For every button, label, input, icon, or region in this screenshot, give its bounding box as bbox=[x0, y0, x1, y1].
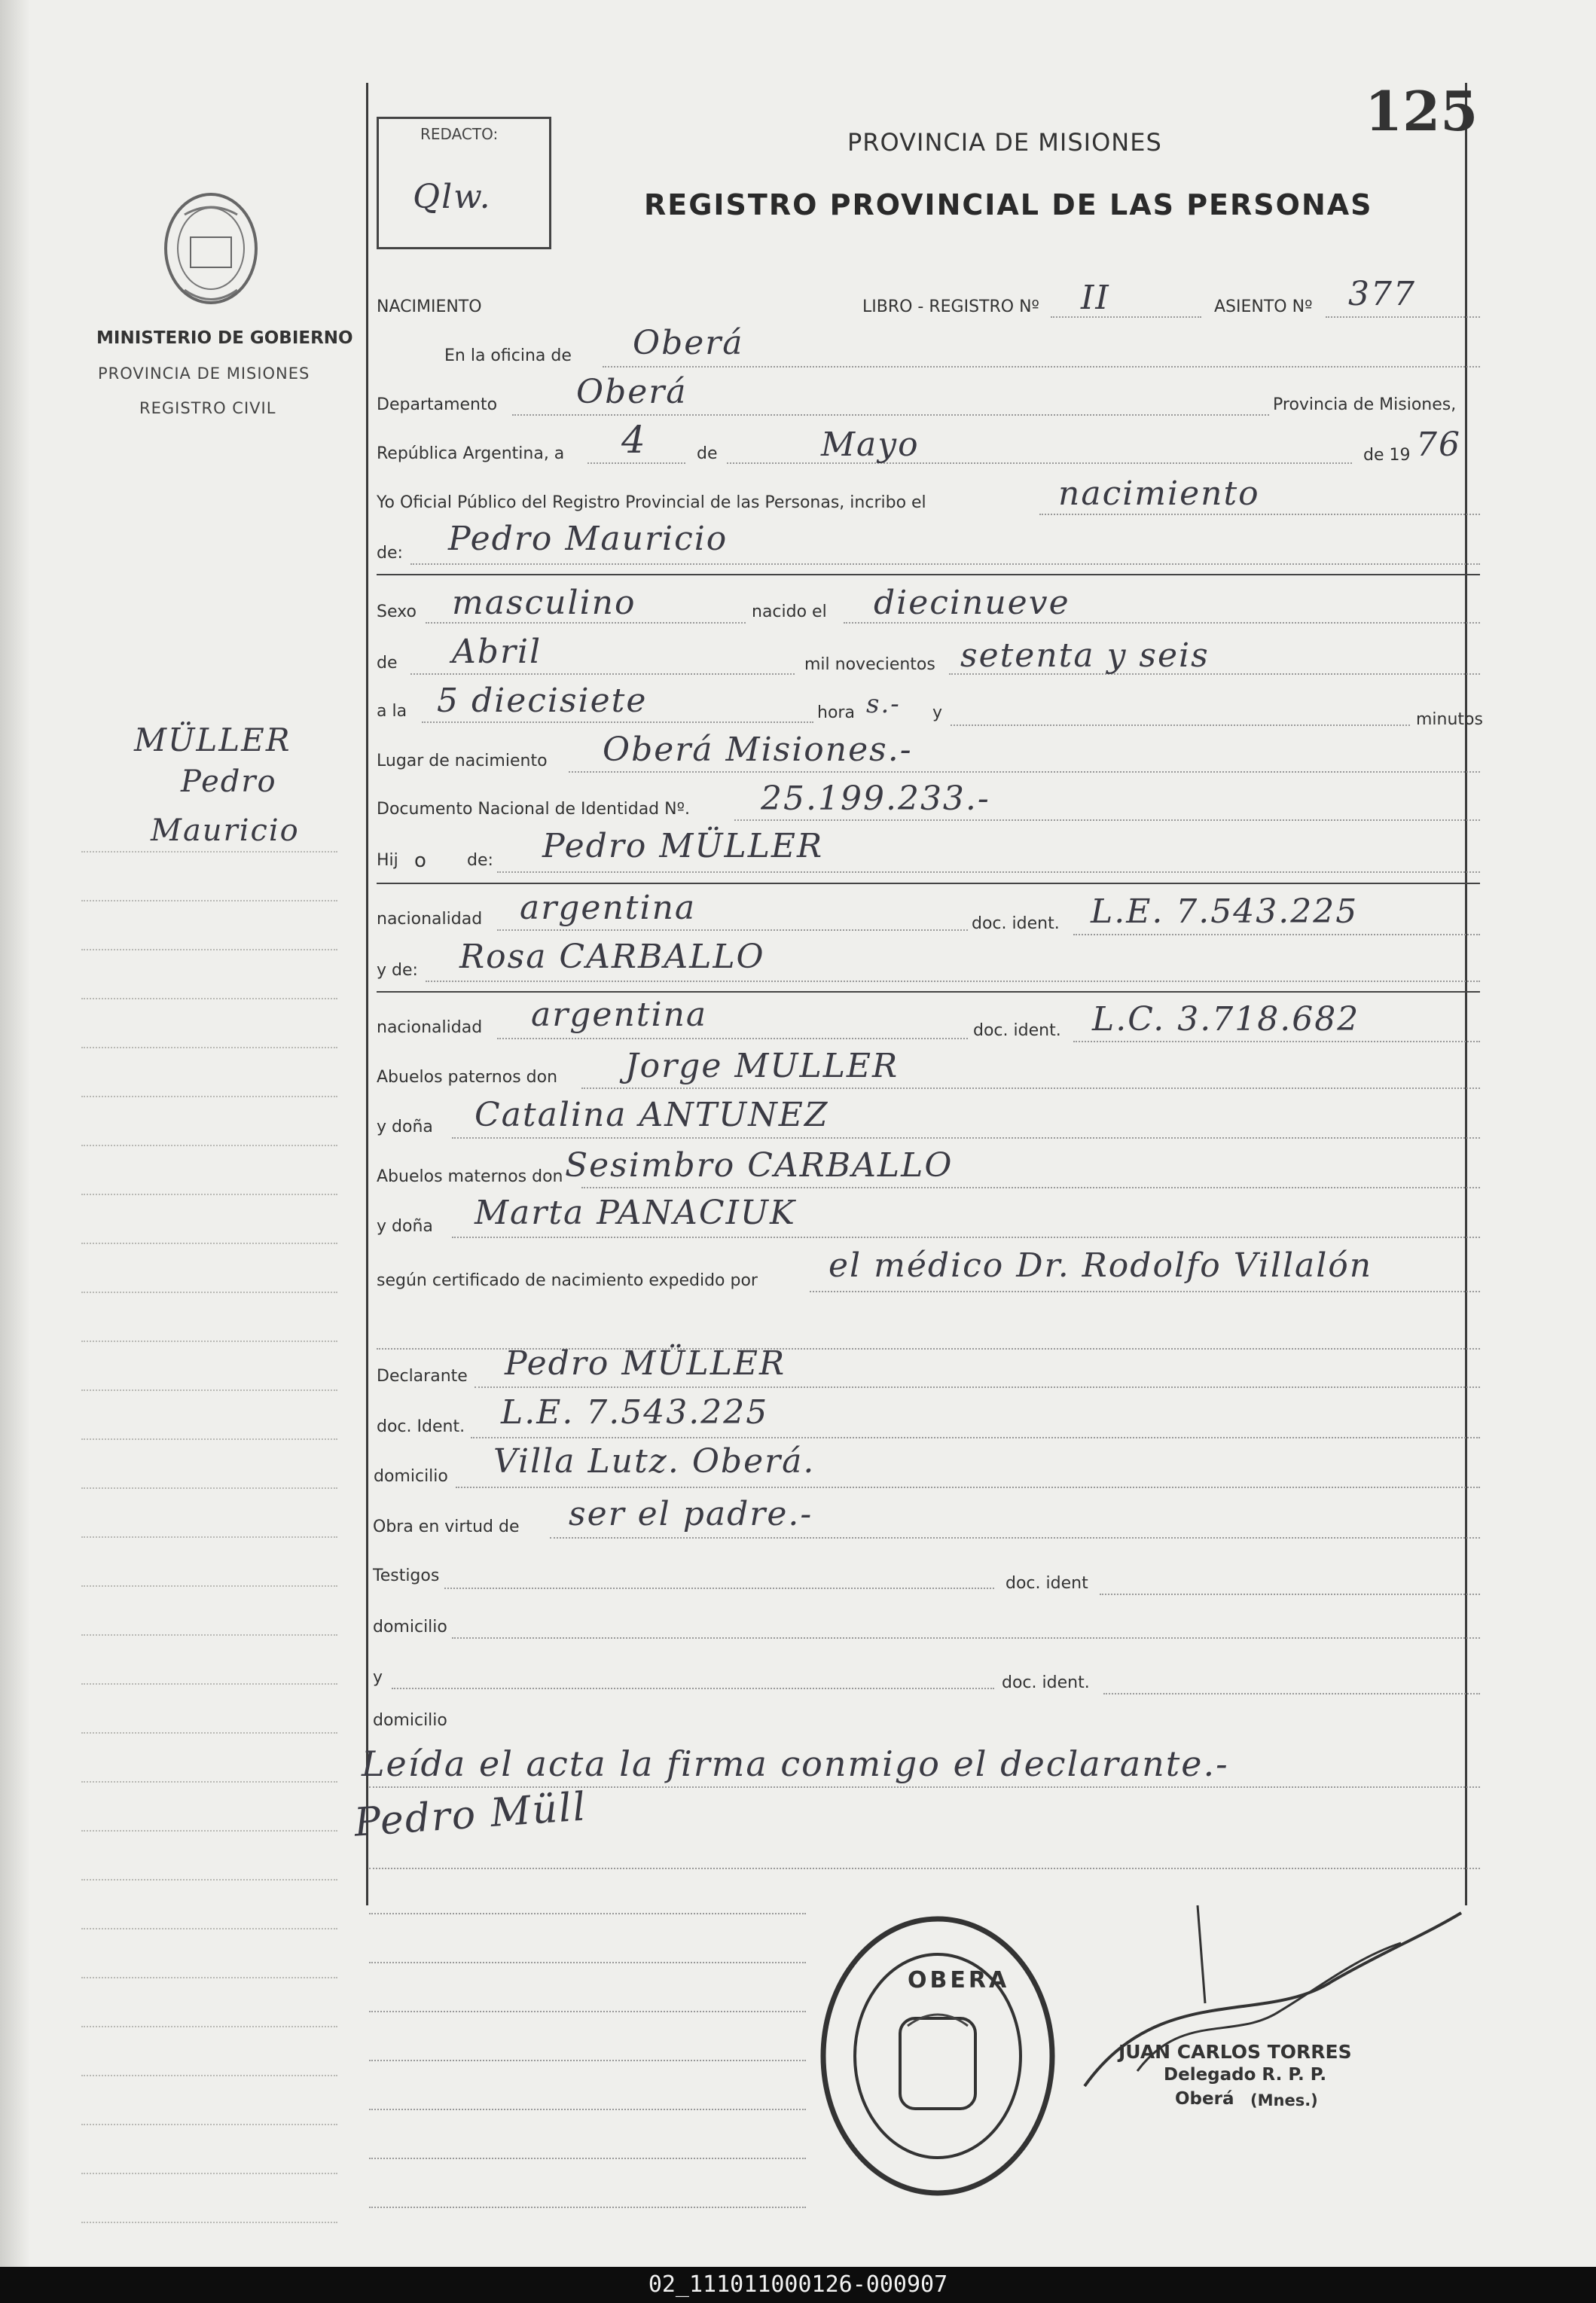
dni-value: 25.199.233.- bbox=[761, 779, 990, 818]
acto-value: nacimiento bbox=[1058, 474, 1260, 513]
margin-ruled-line bbox=[81, 1585, 337, 1587]
margin-ruled-line bbox=[81, 1732, 337, 1734]
acto-line bbox=[1039, 514, 1480, 515]
anio-nac-value: setenta y seis bbox=[960, 636, 1210, 675]
margin-ruled-line bbox=[81, 1096, 337, 1097]
margin-ruled-line bbox=[81, 1243, 337, 1244]
docid1-line bbox=[1073, 934, 1480, 935]
docident-line bbox=[471, 1437, 1480, 1438]
declarante-line bbox=[475, 1386, 1480, 1388]
margin-note-middle-name: Mauricio bbox=[151, 813, 300, 848]
nacido-value: diecinueve bbox=[874, 584, 1070, 622]
domicilio-label: domicilio bbox=[374, 1467, 448, 1486]
right-frame-line bbox=[1465, 83, 1467, 1905]
dni-label: Documento Nacional de Identidad Nº. bbox=[377, 800, 690, 819]
registry-seal-icon bbox=[817, 1913, 1058, 2199]
testigo2-doc-label: doc. ident. bbox=[1002, 1673, 1090, 1692]
official-name: JUAN CARLOS TORRES bbox=[1118, 2041, 1352, 2063]
libro-label: LIBRO - REGISTRO Nº bbox=[862, 297, 1039, 316]
margin-ruled-line bbox=[81, 2173, 337, 2174]
left-frame-line bbox=[366, 83, 368, 1905]
body-ruled-line bbox=[369, 2207, 806, 2208]
abuela-materna: Marta PANACIUK bbox=[475, 1194, 796, 1232]
hora-line bbox=[422, 721, 813, 723]
redacto-value: Qlw. bbox=[413, 178, 492, 216]
margin-ruled-line bbox=[81, 2124, 337, 2125]
margin-ruled-line bbox=[81, 1928, 337, 1929]
departamento-label: Departamento bbox=[377, 395, 498, 414]
ministry-crest-icon bbox=[154, 185, 267, 316]
redacto-label: REDACTO: bbox=[420, 125, 499, 143]
margin-ruled-line bbox=[81, 1194, 337, 1195]
abm-line bbox=[581, 1187, 1480, 1188]
official-province: (Mnes.) bbox=[1250, 2091, 1318, 2109]
certificado-label: según certificado de nacimiento expedido por bbox=[377, 1271, 758, 1290]
obra-value: ser el padre.- bbox=[569, 1495, 813, 1533]
margin-ruled-line bbox=[81, 1830, 337, 1832]
libro-value: II bbox=[1081, 279, 1110, 317]
de3-label: de bbox=[377, 654, 398, 673]
year-label: de 19 bbox=[1363, 446, 1411, 465]
hijo-de-label: de: bbox=[467, 851, 493, 870]
abp2-line bbox=[452, 1137, 1480, 1139]
padre-underline bbox=[377, 883, 1480, 884]
official-place: Oberá bbox=[1175, 2089, 1234, 2109]
ministry-title: MINISTERIO DE GOBIERNO bbox=[96, 328, 353, 348]
domicilio-line bbox=[456, 1487, 1480, 1488]
declarante-label: Declarante bbox=[377, 1367, 468, 1386]
margin-ruled-line bbox=[81, 1536, 337, 1538]
margin-ruled-line bbox=[81, 1781, 337, 1783]
margin-ruled-line bbox=[81, 1879, 337, 1881]
padre-line bbox=[497, 871, 1480, 873]
abuelo-paterno: Jorge MULLER bbox=[625, 1047, 899, 1085]
margin-ruled-line bbox=[81, 1438, 337, 1440]
libro-line bbox=[1051, 316, 1201, 318]
declarante-signature: Pedro Müll bbox=[352, 1784, 589, 1846]
mes-nac-line bbox=[410, 673, 795, 675]
minutos-label: minutos bbox=[1416, 710, 1483, 729]
alas-label: a la bbox=[377, 702, 407, 721]
scan-id-footer: 02_111011000126-000907 bbox=[0, 2267, 1596, 2303]
oficial-text: Yo Oficial Público del Registro Provincial de las Personas, incribo el bbox=[377, 493, 926, 512]
testigos-label: Testigos bbox=[373, 1566, 440, 1585]
docid2-line bbox=[1073, 1041, 1480, 1042]
nac2-value: argentina bbox=[531, 996, 708, 1034]
margin-ruled-line bbox=[81, 1977, 337, 1978]
body-ruled-line bbox=[369, 2011, 806, 2012]
abuela-paterna: Catalina ANTUNEZ bbox=[475, 1096, 829, 1134]
hijo-suffix: o bbox=[414, 850, 426, 872]
cert-line bbox=[810, 1291, 1480, 1292]
certificado-value: el médico Dr. Rodolfo Villalón bbox=[829, 1246, 1373, 1285]
sexo-label: Sexo bbox=[377, 602, 417, 621]
margin-ruled-line bbox=[81, 1292, 337, 1293]
y-testigo-label: y bbox=[373, 1668, 383, 1687]
madre-underline bbox=[377, 991, 1480, 993]
testigo1-domicilio-line bbox=[452, 1637, 1480, 1639]
margin-ruled-line bbox=[81, 1145, 337, 1146]
margin-ruled-line bbox=[81, 998, 337, 999]
abuelos-maternos-label: Abuelos maternos don bbox=[377, 1167, 563, 1186]
day-value: 4 bbox=[621, 418, 647, 462]
testigo2-line bbox=[392, 1688, 994, 1689]
day-line bbox=[587, 462, 685, 464]
oficina-value: Oberá bbox=[633, 324, 744, 362]
record-type-label: NACIMIENTO bbox=[377, 297, 482, 316]
docid1-value: L.E. 7.543.225 bbox=[1091, 892, 1359, 931]
margin-ruled-line bbox=[81, 1047, 337, 1048]
madre-value: Rosa CARBALLO bbox=[459, 938, 765, 976]
year-value: 76 bbox=[1416, 426, 1461, 464]
margin-ruled-line bbox=[81, 1487, 337, 1489]
hora-value: 5 diecisiete bbox=[437, 682, 648, 720]
margin-ruled-line bbox=[81, 1389, 337, 1391]
body-ruled-line bbox=[369, 1962, 806, 1963]
body-ruled-line bbox=[369, 2158, 806, 2159]
madre-line bbox=[426, 981, 1480, 982]
oficina-label: En la oficina de bbox=[444, 346, 572, 365]
redacto-box bbox=[377, 117, 551, 249]
margin-ruled-line bbox=[81, 1683, 337, 1685]
nac1-value: argentina bbox=[520, 889, 697, 927]
docid2-value: L.C. 3.718.682 bbox=[1092, 1000, 1360, 1039]
name-prefix-label: de: bbox=[377, 544, 403, 563]
margin-ruled-line bbox=[81, 1634, 337, 1636]
header-province: PROVINCIA DE MISIONES bbox=[847, 128, 1162, 157]
testigo2-domicilio-label: domicilio bbox=[373, 1711, 447, 1730]
mes-nac-value: Abril bbox=[452, 633, 542, 671]
binding-gutter bbox=[0, 0, 30, 2267]
hora-extra: s.- bbox=[866, 689, 901, 719]
nac2-line bbox=[497, 1038, 968, 1039]
declarante-value: Pedro MÜLLER bbox=[505, 1344, 786, 1383]
ydona2-label: y doña bbox=[377, 1217, 433, 1236]
domicilio-value: Villa Lutz. Oberá. bbox=[493, 1442, 816, 1481]
oficina-line bbox=[603, 366, 1480, 368]
extra-line-1 bbox=[369, 1868, 1480, 1869]
de-label: de bbox=[697, 444, 718, 463]
testigo1-doc-line bbox=[1100, 1594, 1480, 1595]
ministry-province: PROVINCIA DE MISIONES bbox=[98, 365, 310, 383]
abuelo-materno: Sesimbro CARBALLO bbox=[565, 1146, 954, 1185]
seal-city: OBERA bbox=[908, 1967, 1010, 1993]
body-ruled-line bbox=[369, 2109, 806, 2110]
margin-ruled-line bbox=[81, 2222, 337, 2223]
closing-statement: Leída el acta la firma conmigo el declarante.- bbox=[362, 1743, 1229, 1784]
margin-ruled-line bbox=[81, 851, 337, 853]
nac1-line bbox=[497, 929, 968, 931]
child-name: Pedro Mauricio bbox=[448, 520, 728, 558]
provincia-suffix: Provincia de Misiones, bbox=[1273, 395, 1457, 414]
testigo2-doc-line bbox=[1103, 1693, 1480, 1694]
nac1-label: nacionalidad bbox=[377, 910, 483, 929]
nac2-label: nacionalidad bbox=[377, 1018, 483, 1037]
lugar-value: Oberá Misiones.- bbox=[603, 731, 913, 769]
docident-value: L.E. 7.543.225 bbox=[501, 1393, 769, 1432]
margin-note-surname: MÜLLER bbox=[134, 721, 291, 758]
nacido-label: nacido el bbox=[752, 602, 827, 621]
abm2-line bbox=[452, 1237, 1480, 1238]
docid2-label: doc. ident. bbox=[973, 1021, 1061, 1040]
testigo1-domicilio-label: domicilio bbox=[373, 1618, 447, 1637]
margin-note-first-name: Pedro bbox=[181, 764, 277, 799]
sexo-line bbox=[426, 622, 746, 624]
lugar-label: Lugar de nacimiento bbox=[377, 752, 548, 770]
asiento-value: 377 bbox=[1348, 275, 1416, 313]
header-registry: REGISTRO PROVINCIAL DE LAS PERSONAS bbox=[644, 188, 1373, 221]
obra-line bbox=[550, 1537, 1480, 1539]
margin-ruled-line bbox=[81, 949, 337, 950]
sexo-value: masculino bbox=[452, 584, 636, 622]
official-title: Delegado R. P. P. bbox=[1164, 2065, 1327, 2085]
nacido-line bbox=[844, 622, 1480, 624]
hora-label: hora bbox=[817, 703, 855, 722]
padre-value: Pedro MÜLLER bbox=[542, 827, 824, 865]
body-ruled-line bbox=[369, 2060, 806, 2061]
minutos-line bbox=[951, 724, 1410, 726]
y-label: y bbox=[932, 703, 943, 722]
margin-ruled-line bbox=[81, 900, 337, 901]
name-underline bbox=[377, 574, 1480, 575]
docident-label: doc. Ident. bbox=[377, 1417, 465, 1436]
name-line bbox=[410, 563, 1480, 565]
yde-label: y de: bbox=[377, 961, 418, 980]
docid1-label: doc. ident. bbox=[972, 914, 1060, 933]
ministry-registry: REGISTRO CIVIL bbox=[139, 399, 276, 417]
testigos-line bbox=[444, 1588, 994, 1589]
page-number: 125 bbox=[1365, 79, 1479, 143]
departamento-line bbox=[512, 414, 1269, 416]
margin-ruled-line bbox=[81, 1341, 337, 1342]
abuelos-paternos-label: Abuelos paternos don bbox=[377, 1068, 558, 1087]
asiento-label: ASIENTO Nº bbox=[1214, 297, 1313, 316]
mil-label: mil novecientos bbox=[804, 655, 935, 674]
testigo1-doc-label: doc. ident bbox=[1006, 1574, 1088, 1593]
margin-ruled-line bbox=[81, 2026, 337, 2027]
departamento-value: Oberá bbox=[576, 373, 688, 411]
lugar-line bbox=[569, 771, 1480, 773]
republica-label: República Argentina, a bbox=[377, 444, 565, 463]
obra-label: Obra en virtud de bbox=[373, 1518, 520, 1536]
ydona1-label: y doña bbox=[377, 1118, 433, 1136]
margin-ruled-line bbox=[81, 2075, 337, 2076]
dni-line bbox=[734, 819, 1480, 821]
hijo-label: Hij bbox=[377, 851, 398, 870]
abp-line bbox=[581, 1087, 1480, 1089]
month-value: Mayo bbox=[821, 426, 920, 464]
asiento-line bbox=[1326, 316, 1480, 318]
body-ruled-line bbox=[369, 1913, 806, 1914]
